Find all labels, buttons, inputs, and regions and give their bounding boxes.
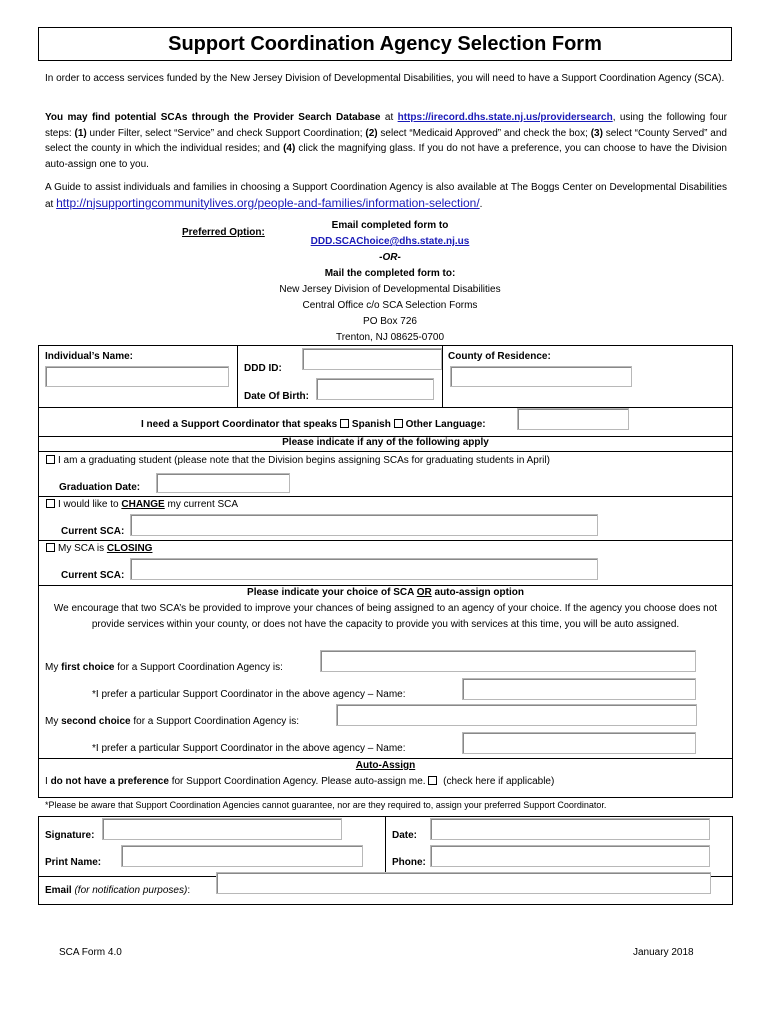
change-word: CHANGE [121, 499, 165, 510]
address-line-4: Trenton, NJ 08625-0700 [335, 332, 445, 343]
table-top-border [38, 345, 733, 346]
other-language-checkbox[interactable] [394, 419, 403, 428]
step-2-number: (2) [365, 127, 378, 139]
dob-label: Date Of Birth: [244, 391, 309, 402]
change-row [46, 499, 238, 510]
step-4-number: (4) [283, 143, 296, 154]
sig-col-divider [385, 816, 386, 876]
spanish-label: Spanish [351, 419, 394, 430]
dob-input[interactable] [316, 378, 434, 400]
page-title: Support Coordination Agency Selection Form [38, 27, 732, 61]
disclaimer: *Please be aware that Support Coordination Agencies cannot guarantee, nor are they required to, assign your preferred Support Coordinator. [45, 800, 607, 810]
intro-paragraph-2 [45, 110, 727, 172]
provider-search-lead: You may find potential SCAs through the Provider Search Database [45, 112, 381, 123]
col-divider-2 [442, 345, 443, 407]
auto-pre: I [45, 776, 51, 787]
second-prefer-label: *I prefer a particular Support Coordinator in the above agency – Name: [92, 743, 406, 754]
individual-name-input[interactable] [45, 366, 229, 387]
first-prefer-label: *I prefer a particular Support Coordinator in the above agency – Name: [92, 689, 406, 700]
step-3-text: select “County Served” and select the county in which the individual resides; and [45, 127, 727, 154]
submission-email-link[interactable]: DDD.SCAChoice@dhs.state.nj.us [310, 236, 470, 247]
print-name-label: Print Name: [45, 857, 102, 868]
auto-bold: do not have a preference [50, 776, 169, 787]
choice-header [38, 587, 733, 598]
sig-table-right [732, 816, 733, 905]
encourage-text: We encourage that two SCA’s be provided to improve your chances of being assigned to an agency of your choice. If the agency you choose does not provide services within your county, or does not have the capacity to provide you with services at this time, you will be auto assigned. [53, 603, 718, 630]
step-4-text: click the magnifying glass. If you do not have a preference, you can choose to have the Division auto-assign one to you. [45, 143, 727, 170]
ddd-id-label: DDD ID: [244, 363, 282, 374]
date-input[interactable] [430, 818, 710, 840]
date-label: Date: [392, 830, 418, 841]
email-label [45, 885, 190, 896]
email-label-paren: (for notification purposes) [74, 885, 188, 896]
row-divider-choices [38, 758, 733, 759]
row-divider-apply-header [38, 451, 733, 452]
graduating-row [46, 455, 550, 466]
auto-check-text: (check here if applicable) [440, 776, 555, 787]
county-label: County of Residence: [448, 351, 551, 362]
sig-table-left [38, 816, 39, 905]
form-date: January 2018 [633, 947, 694, 958]
row-divider-closing [38, 585, 733, 586]
row-divider-change [38, 540, 733, 541]
step-intro: , using the following four steps: [45, 112, 727, 139]
current-sca-label-1: Current SCA: [61, 526, 125, 537]
first-bold: first choice [61, 662, 115, 673]
auto-assign-checkbox[interactable] [428, 776, 437, 785]
form-id: SCA Form 4.0 [59, 947, 122, 958]
guide-text: A Guide to assist individuals and families in choosing a Support Coordination Agency is also available at The Boggs Center on Developmental Disabilities at [45, 182, 727, 210]
auto-assign-header: Auto-Assign [355, 760, 416, 771]
language-row [141, 419, 486, 430]
sig-table-bottom [38, 904, 733, 905]
second-pre: My [45, 716, 62, 727]
first-coordinator-name-input[interactable] [462, 678, 696, 700]
signature-label: Signature: [45, 830, 95, 841]
second-coordinator-name-input[interactable] [462, 732, 696, 754]
graduation-date-label: Graduation Date: [59, 482, 141, 493]
table-left-border [38, 345, 39, 798]
step-3-number: (3) [590, 127, 603, 139]
second-post: for a Support Coordination Agency is: [130, 716, 300, 727]
col-divider-1 [237, 345, 238, 407]
first-choice-input[interactable] [320, 650, 696, 672]
spanish-checkbox[interactable] [340, 419, 349, 428]
email-input[interactable] [216, 872, 711, 894]
address-line-2: Central Office c/o SCA Selection Forms [302, 300, 478, 311]
step-1-number: (1) [74, 127, 87, 139]
address-line-3: PO Box 726 [363, 316, 417, 327]
preferred-option-label: Preferred Option: [182, 227, 265, 238]
first-choice-label [45, 662, 283, 673]
phone-label: Phone: [392, 857, 426, 868]
email-label-colon: : [187, 885, 191, 896]
apply-header: Please indicate if any of the following apply [282, 437, 489, 448]
closing-checkbox[interactable] [46, 543, 55, 552]
choice-header-post: auto-assign option [431, 587, 524, 598]
table-right-border [732, 345, 733, 798]
auto-assign-row [45, 776, 554, 787]
closing-pre: My SCA is [58, 543, 107, 554]
text-at: at [380, 112, 398, 123]
graduating-checkbox[interactable] [46, 455, 55, 464]
graduating-label: I am a graduating student (please note that the Division begins assigning SCAs for graduating students in April) [58, 455, 550, 466]
email-label-word: Email [45, 885, 72, 896]
second-choice-label [45, 716, 299, 727]
boggs-center-link[interactable]: http://njsupportingcommunitylives.org/people-and-families/information-selection/ [56, 195, 480, 210]
change-sca-checkbox[interactable] [46, 499, 55, 508]
step-1-text: under Filter, select “Service” and check Support Coordination; [86, 127, 366, 139]
closing-word: CLOSING [106, 543, 153, 554]
other-language-input[interactable] [517, 408, 629, 430]
county-input[interactable] [450, 366, 632, 387]
current-sca-input-2[interactable] [130, 558, 598, 580]
provider-search-link[interactable]: https://irecord.dhs.state.nj.us/providersearch [397, 112, 613, 123]
change-post: my current SCA [164, 499, 239, 510]
choice-header-pre: Please indicate your choice of SCA [247, 587, 417, 598]
email-line: Email completed form to [331, 220, 449, 231]
second-choice-input[interactable] [336, 704, 697, 726]
or-separator: -OR- [379, 252, 401, 263]
submission-instructions [250, 218, 530, 346]
mail-line: Mail the completed form to: [324, 268, 456, 279]
auto-post: for Support Coordination Agency. Please auto-assign me. [168, 776, 429, 787]
language-prefix: I need a Support Coordinator that speaks [141, 419, 340, 430]
first-post: for a Support Coordination Agency is: [114, 662, 283, 673]
signature-input[interactable] [102, 818, 342, 840]
individual-name-label: Individual’s Name: [45, 351, 133, 362]
choice-header-or: OR [416, 587, 432, 598]
change-pre: I would like to [58, 499, 122, 510]
phone-input[interactable] [430, 845, 710, 867]
ddd-id-input[interactable] [302, 348, 442, 370]
row-divider-graduating [38, 496, 733, 497]
print-name-input[interactable] [121, 845, 363, 867]
guide-end: . [479, 198, 483, 210]
other-language-label: Other Language: [405, 419, 486, 430]
step-2-text: select “Medicaid Approved” and check the box; [377, 127, 591, 139]
first-pre: My [45, 662, 62, 673]
address-line-1: New Jersey Division of Developmental Disabilities [279, 284, 501, 295]
intro-paragraph-1: In order to access services funded by the New Jersey Division of Developmental Disabilities, you will need to have a Support Coordination Agency (SCA). [45, 73, 725, 84]
closing-row [46, 543, 152, 554]
current-sca-label-2: Current SCA: [61, 570, 125, 581]
second-bold: second choice [61, 716, 131, 727]
table-bottom-border [38, 797, 733, 798]
intro-paragraph-3 [45, 180, 727, 212]
graduation-date-input[interactable] [156, 473, 290, 493]
current-sca-input-1[interactable] [130, 514, 598, 536]
